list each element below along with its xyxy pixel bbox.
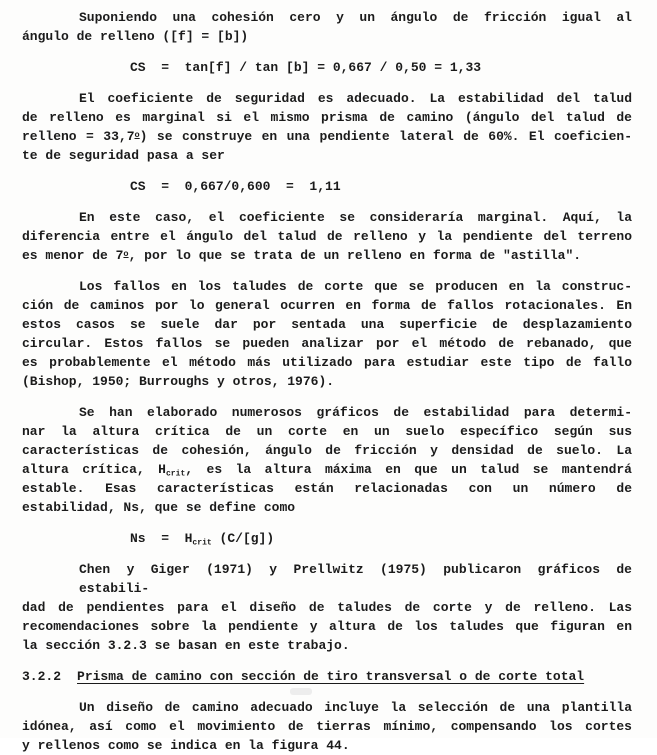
text-line: la sección 3.2.3 se basan en este trabajo. — [22, 638, 350, 653]
text-line: es probablemente el método más utilizado para estudiar este tipo de fallo — [22, 355, 632, 370]
text-line: recomendaciones sobre la pendiente y altura de los taludes que figuran en — [22, 619, 632, 634]
text-line: estos casos se suele dar por sentada una superficie de desplazamiento — [22, 317, 632, 332]
section-number: 3.2.2 — [22, 669, 62, 684]
paragraph — [22, 89, 632, 165]
text-line: Chen y Giger (1971) y Prellwitz (1975) publicaron gráficos de estabili- — [79, 562, 632, 596]
text-line: nar la altura crítica de un corte en un suelo específico según sus — [22, 424, 632, 439]
text-line: y rellenos como se indica en la figura 44. — [22, 738, 350, 753]
text-line: Se han elaborado numerosos gráficos de estabilidad para determi- — [79, 405, 632, 420]
text-line: circular. Estos fallos se pueden analizar por el método de rebanado, que — [22, 336, 632, 351]
paragraph — [22, 560, 632, 655]
text-line: idónea, así como el movimiento de tierras mínimo, compensando los cortes — [22, 719, 632, 734]
scan-smudge — [290, 688, 312, 695]
paragraph — [22, 8, 632, 46]
text-line: de relleno es marginal si el mismo prisma de camino (ángulo del talud de — [22, 110, 632, 125]
paragraph — [22, 277, 632, 391]
text-line: En este caso, el coeficiente se consideraría marginal. Aquí, la — [79, 210, 632, 225]
text-line: (Bishop, 1950; Burroughs y otros, 1976). — [22, 374, 335, 389]
text-line: Los fallos en los taludes de corte que se producen en la construc- — [79, 279, 632, 294]
text-line: dad de pendientes para el diseño de taludes de corte y de relleno. Las — [22, 600, 632, 615]
text-line: El coeficiente de seguridad es adecuado. La estabilidad del talud — [79, 91, 632, 106]
text-line: estable. Esas características están relacionadas con un número de — [22, 481, 632, 496]
formula: $Ns = H_{crit}$ (C/[g]) — [130, 531, 275, 548]
ordinal-indicator: o — [134, 129, 140, 140]
text-line: Suponiendo una cohesión cero y un ángulo de fricción igual al — [79, 10, 632, 25]
paragraph — [22, 208, 632, 265]
text-line: características de cohesión, ángulo de fricción y densidad de suelo. La — [22, 443, 632, 458]
text-line: relleno = $33,7^o$) se construye en una pendiente lateral de 60%. El coeficien- — [22, 129, 632, 144]
text-line: ángulo de relleno ([f] = [b]) — [22, 29, 249, 44]
text-line: ción de caminos por lo general ocurren en forma de fallos rotacionales. En — [22, 298, 632, 313]
text-line: estabilidad, Ns, que se define como — [22, 500, 296, 515]
formula: CS = 0,667/0,600 = 1,11 — [130, 179, 341, 194]
paragraph — [22, 403, 632, 517]
formula: CS = tan[f] / tan [b] = 0,667 / 0,50 = 1,33 — [130, 60, 482, 75]
text-line: diferencia entre el ángulo del talud de relleno y la pendiente del terreno — [22, 229, 632, 244]
ordinal-indicator: o — [123, 248, 129, 259]
text-line: te de seguridad pasa a ser — [22, 148, 225, 163]
text-line: es menor de 7$^o$, por lo que se trata de un relleno en forma de "astilla". — [22, 248, 582, 263]
section-heading — [22, 667, 632, 686]
paragraph — [22, 698, 632, 755]
text-line: Un diseño de camino adecuado incluye la selección de una plantilla — [79, 700, 632, 715]
text-line: altura crítica, $H_{crit}$, es la altura máxima en que un talud se mantendrá — [22, 462, 632, 479]
section-title: Prisma de camino con sección de tiro transversal o de corte total — [77, 669, 585, 684]
